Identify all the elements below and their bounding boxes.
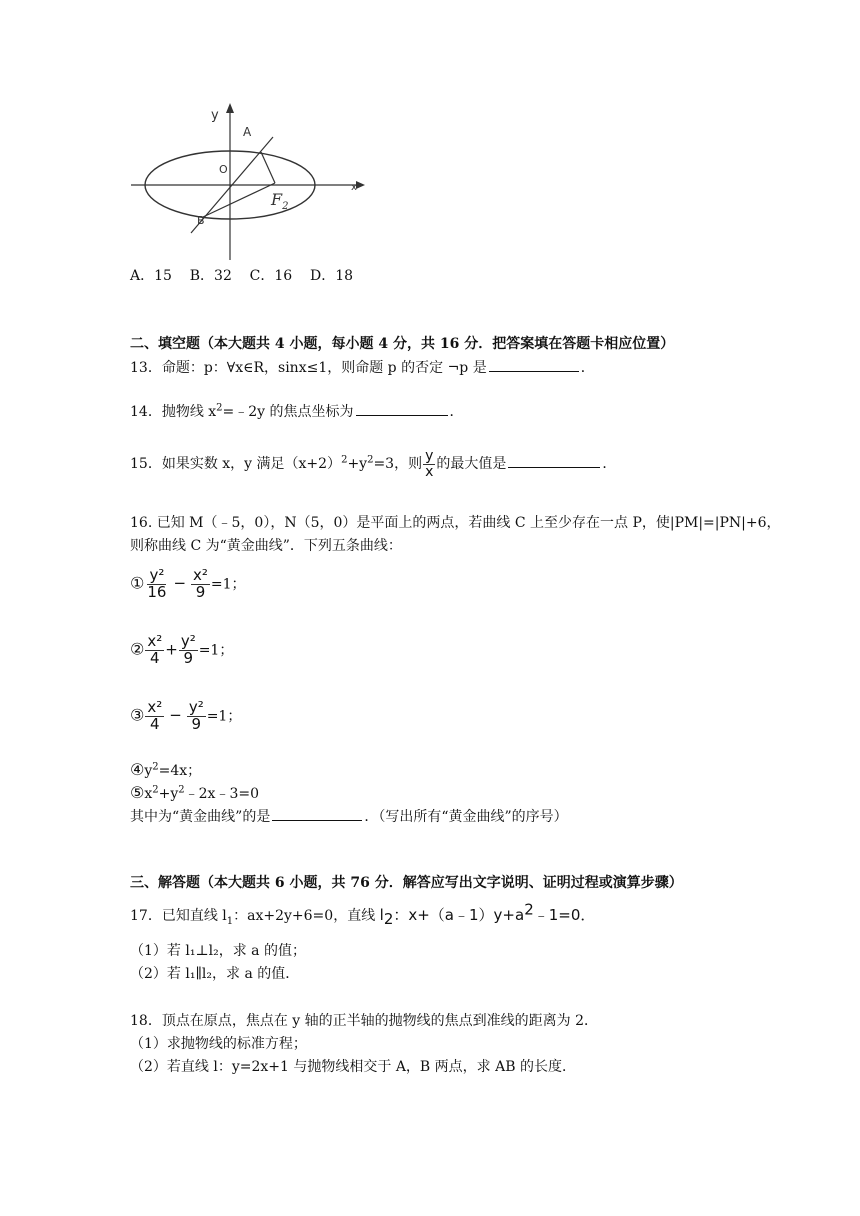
question-15 xyxy=(130,449,616,479)
q13-answer-blank[interactable] xyxy=(489,357,579,372)
curve-4-post: =4x； xyxy=(158,763,202,779)
segment-af2 xyxy=(261,152,275,183)
curve-1-number: ① xyxy=(130,573,145,593)
curve-3-frac1-den: 4 xyxy=(150,714,160,733)
question-18: 18．顶点在原点，焦点在 y 轴的正半轴的抛物线的焦点到准线的距离为 2． xyxy=(130,1013,598,1029)
q14-answer-blank[interactable] xyxy=(356,401,448,416)
q17-eq-sup: 2 xyxy=(524,900,534,919)
curve-4-pre: y xyxy=(144,763,153,779)
curve-1-op: − xyxy=(173,574,187,593)
option-d: D．18 xyxy=(310,268,354,284)
curve-2-frac2-num: y² xyxy=(180,632,196,650)
question-18-part2: （2）若直线 l：y=2x+1 与抛物线相交于 A，B 两点，求 AB 的长度． xyxy=(130,1059,576,1075)
answer-options xyxy=(130,265,353,285)
q17-l2-sub: 2 xyxy=(383,909,394,928)
curve-1-frac1 xyxy=(145,568,168,601)
question-13 xyxy=(130,357,595,377)
q17-eq-end: ﹣1=0． xyxy=(533,906,596,924)
question-17-part1: （1）若 l₁⊥l₂，求 a 的值； xyxy=(130,943,306,959)
q13-prefix: 13．命题：p：∀x∈R，sinx≤1，则命题 p 的否定 xyxy=(130,360,448,376)
q14-mid: =﹣2y 的焦点坐标为 xyxy=(222,404,354,420)
q15-sup1: 2 xyxy=(341,454,348,466)
curve-5-sup2: 2 xyxy=(178,784,185,796)
q15-answer-blank[interactable] xyxy=(508,453,600,468)
question-16-line1: 16. 已知 M（﹣5，0），N（5，0）是平面上的两点，若曲线 C 上至少存在一点 P，使|PM|=|PN|+6， xyxy=(130,515,781,531)
curve-3-number: ③ xyxy=(130,705,145,725)
q15-sup2: 2 xyxy=(367,454,374,466)
q14-prefix: 14．抛物线 x xyxy=(130,404,217,420)
curve-1-frac2 xyxy=(191,568,210,601)
curve-4-sup: 2 xyxy=(152,761,159,773)
q16-final-prefix: 其中为“黄金曲线”的是 xyxy=(130,809,271,825)
q17-prefix: 17．已知直线 l xyxy=(130,908,227,924)
curve-3-frac1-num: x² xyxy=(147,698,163,716)
q15-prefix: 15．如果实数 x，y 满足（x+2） xyxy=(130,456,342,473)
x-axis-arrow xyxy=(356,181,365,189)
curve-5-post: ﹣2x﹣3=0 xyxy=(184,786,259,802)
q15-frac-den: x xyxy=(425,463,434,480)
q13-negation: ¬ xyxy=(447,360,460,376)
section3-heading: 三、解答题（本大题共 6 小题，共 76 分．解答应写出文字说明、证明过程或演算步骤） xyxy=(130,875,683,891)
option-b: B．32 xyxy=(189,268,232,284)
q14-sup: 2 xyxy=(216,402,223,414)
curve-1-frac2-num: x² xyxy=(193,566,208,584)
y-axis-label: y xyxy=(211,108,219,123)
curve-5-sup1: 2 xyxy=(152,784,159,796)
q15-frac-num: y xyxy=(425,448,434,464)
question-17-part2: （2）若 l₁∥l₂，求 a 的值． xyxy=(130,966,300,982)
q17-eq: ：x+（a﹣1）y+a xyxy=(393,906,525,924)
curve-5 xyxy=(130,783,259,803)
segment-bf2 xyxy=(203,183,275,217)
q17-sub1: 1 xyxy=(226,915,234,927)
curve-5-pre: x xyxy=(144,786,153,802)
q15-mid2: =3，则 xyxy=(373,456,423,473)
curve-3 xyxy=(130,700,241,733)
question-17 xyxy=(130,900,596,928)
curve-2-frac2-den: 9 xyxy=(183,648,194,667)
question-16-line2: 则称曲线 C 为“黄金曲线”．下列五条曲线： xyxy=(130,538,402,554)
q15-mid1: +y xyxy=(347,456,368,473)
q17-mid: ：ax+2y+6=0，直线 xyxy=(233,908,380,924)
option-a: A．15 xyxy=(130,268,172,284)
curve-3-frac2-den: 9 xyxy=(191,714,202,733)
curve-5-mid: +y xyxy=(158,786,179,802)
q13-end: ． xyxy=(580,360,595,376)
q15-mid3: 的最大值是 xyxy=(436,456,507,473)
curve-3-tail: =1； xyxy=(206,708,242,725)
focus-f2-label: $F_2$ xyxy=(271,190,289,212)
question-16-final xyxy=(130,806,568,826)
curve-1-frac2-den: 9 xyxy=(195,582,206,601)
curve-3-frac2 xyxy=(187,700,206,733)
curve-2-tail: =1； xyxy=(198,642,234,659)
q15-end: ． xyxy=(602,456,617,473)
ellipse-figure xyxy=(125,100,370,262)
curve-1 xyxy=(130,568,246,601)
curve-4-number: ④ xyxy=(130,760,145,779)
curve-2-number: ② xyxy=(130,639,145,659)
curve-4 xyxy=(130,760,201,780)
origin-label: O xyxy=(219,163,228,176)
point-b-label: B xyxy=(197,214,205,227)
curve-2 xyxy=(130,634,233,667)
point-a-label: A xyxy=(243,125,252,139)
q14-end: ． xyxy=(449,404,464,420)
curve-2-frac1 xyxy=(145,634,164,667)
curve-2-op: + xyxy=(165,640,178,659)
curve-2-frac2 xyxy=(179,634,198,667)
question-18-part1: （1）求抛物线的标准方程； xyxy=(130,1036,307,1052)
curve-3-frac2-num: y² xyxy=(188,698,204,716)
option-c: C．16 xyxy=(249,268,293,284)
curve-3-frac1 xyxy=(145,700,164,733)
curve-1-frac1-num: y² xyxy=(149,566,165,584)
q16-answer-blank[interactable] xyxy=(272,806,362,821)
question-14 xyxy=(130,401,464,421)
section2-heading: 二、填空题（本大题共 4 小题，每小题 4 分，共 16 分．把答案填在答题卡相应位置） xyxy=(130,336,675,352)
q13-mid: p 是 xyxy=(459,360,487,376)
curve-1-tail: =1； xyxy=(210,576,246,593)
curve-2-frac1-num: x² xyxy=(147,632,163,650)
curve-5-number: ⑤ xyxy=(130,783,145,802)
y-axis-arrow xyxy=(226,103,234,113)
q17-l2: l xyxy=(379,906,384,924)
q15-fraction xyxy=(423,449,435,479)
curve-2-frac1-den: 4 xyxy=(150,648,160,667)
curve-1-frac1-den: 16 xyxy=(147,582,167,601)
x-axis-label: x xyxy=(351,182,357,193)
curve-3-op: − xyxy=(169,706,182,725)
q16-final-suffix: ．（写出所有“黄金曲线”的序号） xyxy=(364,809,568,825)
